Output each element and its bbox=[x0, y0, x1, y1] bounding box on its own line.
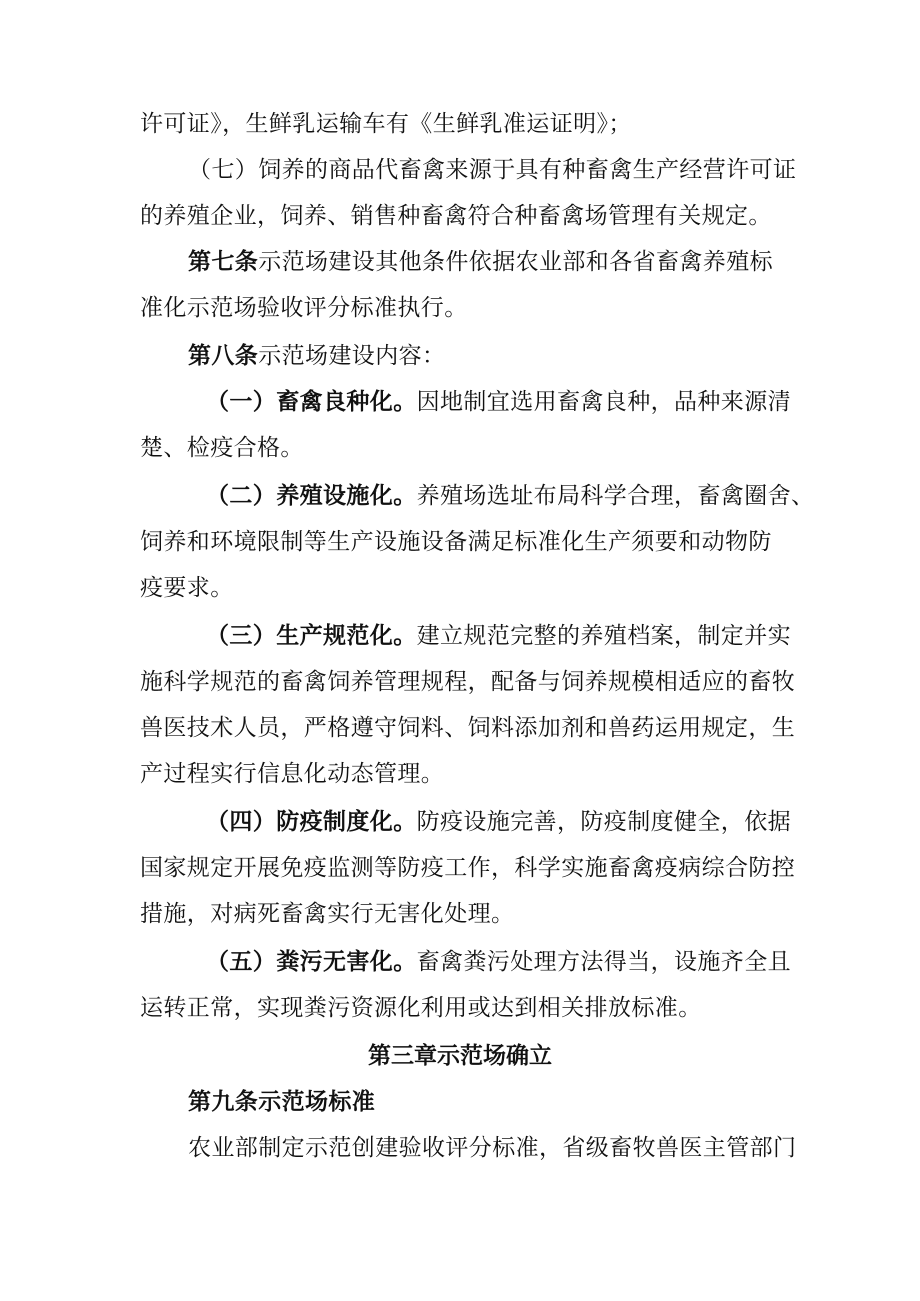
text: 建立规范完整的养殖档案，制定并实 bbox=[416, 623, 792, 649]
text: 准化示范场验收评分标准执行。 bbox=[140, 295, 468, 321]
item-heading: （四）防疫制度化。 bbox=[206, 808, 417, 835]
item-heading: （三）生产规范化。 bbox=[206, 622, 417, 649]
text: 国家规定开展免疫监测等防疫工作，科学实施畜禽疫病综合防控 bbox=[140, 855, 796, 881]
text: 许可证》，生鲜乳运输车有《生鲜乳准运证明》； bbox=[140, 111, 632, 137]
text: 饲养和环境限制等生产设施设备满足标准化生产须要和动物防 bbox=[140, 529, 772, 555]
paragraph-line bbox=[188, 1132, 848, 1164]
paragraph-line bbox=[140, 712, 800, 744]
text: 养殖场选址布局科学合理，畜禽圈舍、 bbox=[416, 483, 815, 509]
text: 示范场建设其他条件依据农业部和各省畜禽养殖标 bbox=[258, 249, 774, 275]
paragraph-line bbox=[140, 898, 800, 930]
item-4 bbox=[206, 806, 866, 838]
paragraph-line bbox=[140, 666, 800, 698]
text: 畜禽粪污处理方法得当，设施齐全且 bbox=[416, 949, 792, 975]
text: 的养殖企业，饲养、销售种畜禽符合种畜禽场管理有关规定。 bbox=[140, 203, 772, 229]
paragraph-line bbox=[140, 758, 800, 790]
paragraph-line bbox=[140, 108, 800, 140]
paragraph-line bbox=[140, 992, 800, 1024]
article-7 bbox=[188, 246, 848, 278]
chapter-heading: 第三章示范场确立 bbox=[368, 1042, 552, 1069]
text: 兽医技术人员，严格遵守饲料、饲料添加剂和兽药运用规定，生 bbox=[140, 715, 796, 741]
paragraph-line bbox=[140, 432, 800, 464]
text: 产过程实行信息化动态管理。 bbox=[140, 761, 445, 787]
text: 农业部制定示范创建验收评分标准，省级畜牧兽医主管部门 bbox=[188, 1135, 797, 1161]
paragraph-line bbox=[140, 572, 800, 604]
text: 因地制宜选用畜禽良种，品种来源清 bbox=[416, 389, 792, 415]
paragraph-line bbox=[140, 852, 800, 884]
article-heading: 第八条 bbox=[188, 342, 259, 369]
item-3 bbox=[206, 620, 866, 652]
item-heading: （二）养殖设施化。 bbox=[206, 482, 417, 509]
paragraph-line bbox=[140, 526, 800, 558]
item-2 bbox=[206, 480, 866, 512]
text: 示范场建设内容： bbox=[258, 343, 446, 369]
text: 措施，对病死畜禽实行无害化处理。 bbox=[140, 901, 515, 927]
text: （七）饲养的商品代畜禽来源于具有种畜禽生产经营许可证 bbox=[188, 157, 797, 183]
item-heading: （一）畜禽良种化。 bbox=[206, 388, 417, 415]
paragraph-line bbox=[140, 200, 800, 232]
item-1 bbox=[206, 386, 866, 418]
text: 楚、检疫合格。 bbox=[140, 435, 304, 461]
paragraph-line bbox=[188, 154, 848, 186]
paragraph-line bbox=[140, 292, 800, 324]
text: 防疫设施完善，防疫制度健全，依据 bbox=[416, 809, 792, 835]
article-9-heading: 第九条示范场标准 bbox=[188, 1088, 376, 1115]
text: 施科学规范的畜禽饲养管理规程，配备与饲养规模相适应的畜牧 bbox=[140, 669, 796, 695]
text: 运转正常，实现粪污资源化利用或达到相关排放标准。 bbox=[140, 995, 702, 1021]
item-heading: （五）粪污无害化。 bbox=[206, 948, 417, 975]
item-5 bbox=[206, 946, 866, 978]
article-heading: 第七条 bbox=[188, 248, 259, 275]
text: 疫要求。 bbox=[140, 575, 234, 601]
article-8 bbox=[188, 340, 848, 372]
